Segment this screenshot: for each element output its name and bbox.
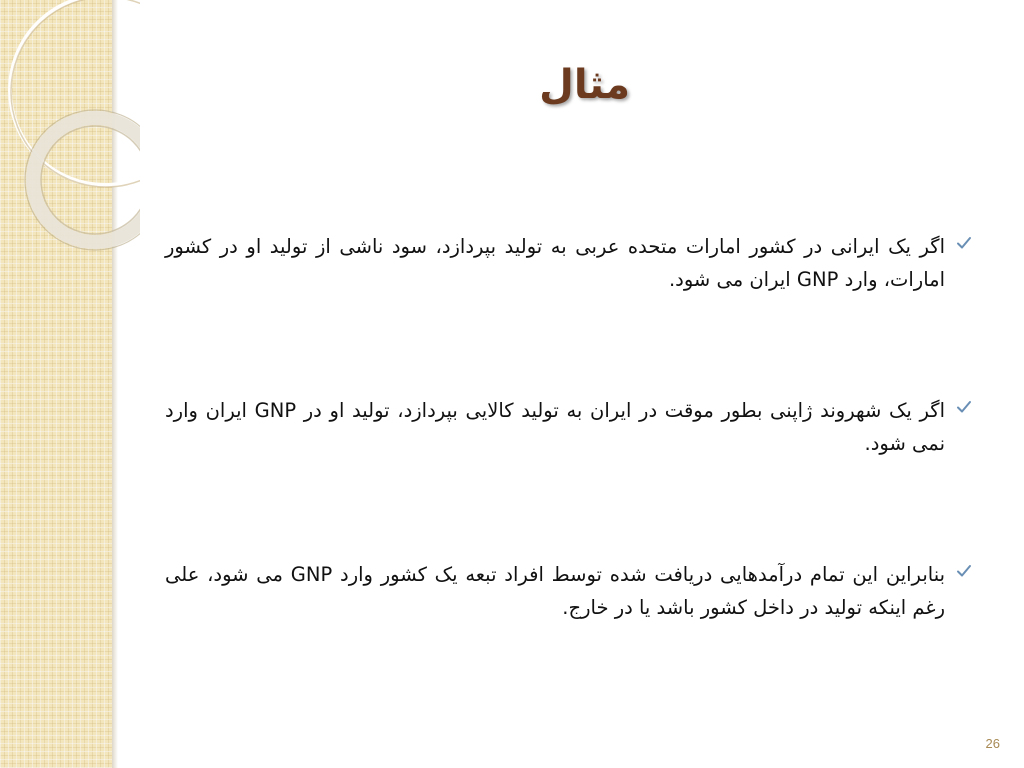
decorative-rings (0, 0, 140, 260)
bullet-item (165, 230, 985, 296)
slide-title: مثال (539, 62, 630, 108)
check-icon (955, 562, 973, 580)
decorative-ring-large (10, 0, 140, 185)
check-icon (955, 398, 973, 416)
bullet-item (165, 394, 985, 460)
bullet-text: اگر یک شهروند ژاپنی بطور موقت در ایران به تولید کالایی بپردازد، تولید او در GNP ایران وارد نمی شود. (165, 399, 945, 455)
bullet-text: اگر یک ایرانی در کشور امارات متحده عربی به تولید بپردازد، سود ناشی از تولید او در کشور امارات، وارد GNP ایران می شود. (165, 235, 945, 291)
page-number: 26 (985, 736, 1000, 751)
decorative-ring-small (33, 118, 140, 242)
bullet-list (165, 230, 985, 624)
check-icon (955, 234, 973, 252)
bullet-text: بنابراین این تمام درآمدهایی دریافت شده توسط افراد تبعه یک کشور وارد GNP می شود، علی رغم اینکه تولید در داخل کشور باشد یا در خارج. (165, 563, 946, 619)
decorative-ring-small-inner (41, 126, 140, 234)
bullet-item (165, 558, 985, 624)
